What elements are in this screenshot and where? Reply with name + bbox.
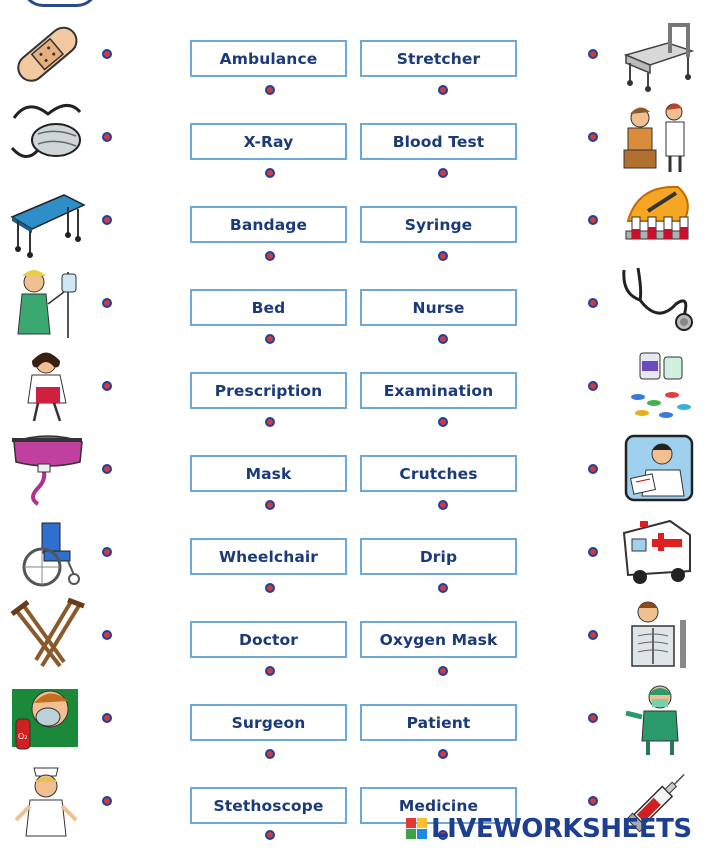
hospital-bed-picture [618, 15, 698, 93]
right-match-point[interactable] [588, 132, 598, 142]
matching-row [0, 98, 715, 181]
svg-text:O₂: O₂ [18, 732, 28, 741]
word-label: X-Ray [243, 132, 294, 151]
left-word-match-point[interactable] [265, 251, 275, 261]
wheelchair-picture [8, 513, 88, 591]
left-match-point[interactable] [102, 547, 112, 557]
word-label: Nurse [412, 298, 465, 317]
word-label: Syringe [404, 215, 473, 234]
left-match-point[interactable] [102, 630, 112, 640]
left-word-match-point[interactable] [265, 830, 275, 840]
liveworksheets-logo-icon [406, 818, 428, 840]
word-label: Stretcher [396, 49, 481, 68]
word-box-left[interactable] [190, 704, 347, 741]
right-word-match-point[interactable] [438, 251, 448, 261]
left-word-match-point[interactable] [265, 666, 275, 676]
word-label: Medicine [398, 796, 479, 815]
word-label: Stethoscope [213, 796, 324, 815]
left-match-point[interactable] [102, 215, 112, 225]
matching-row [0, 264, 715, 347]
right-match-point[interactable] [588, 381, 598, 391]
liveworksheets-logo [406, 813, 692, 845]
patient-oxygen-picture [8, 679, 88, 757]
xray-picture [618, 596, 698, 674]
bandage-picture [8, 15, 88, 93]
right-word-match-point[interactable] [438, 417, 448, 427]
matching-row [0, 596, 715, 679]
left-word-match-point[interactable] [265, 85, 275, 95]
word-label: Patient [406, 713, 471, 732]
word-label: Bed [251, 298, 286, 317]
matching-row [0, 15, 715, 98]
left-match-point[interactable] [102, 49, 112, 59]
right-word-match-point[interactable] [438, 168, 448, 178]
left-word-match-point[interactable] [265, 168, 275, 178]
right-match-point[interactable] [588, 796, 598, 806]
word-label: Ambulance [219, 49, 318, 68]
word-box-right[interactable] [360, 206, 517, 243]
word-box-right[interactable] [360, 704, 517, 741]
word-label: Crutches [399, 464, 478, 483]
word-box-right[interactable] [360, 123, 517, 160]
word-label: Oxygen Mask [379, 630, 498, 649]
word-box-right[interactable] [360, 455, 517, 492]
left-word-match-point[interactable] [265, 500, 275, 510]
word-box-left[interactable] [190, 787, 347, 824]
word-label: Blood Test [392, 132, 485, 151]
right-match-point[interactable] [588, 630, 598, 640]
left-word-match-point[interactable] [265, 334, 275, 344]
matching-row [0, 513, 715, 596]
doctor-examination-picture [618, 98, 698, 176]
ambulance-picture [618, 513, 698, 591]
patient-drip-picture [8, 264, 88, 342]
matching-row [0, 679, 715, 762]
crutches-picture [8, 596, 88, 674]
word-box-right[interactable] [360, 372, 517, 409]
blood-test-picture [618, 181, 698, 259]
stretcher-picture [8, 181, 88, 259]
matching-row [0, 347, 715, 430]
right-word-match-point[interactable] [438, 85, 448, 95]
word-box-right[interactable] [360, 621, 517, 658]
nurse-picture [8, 762, 88, 840]
top-image-fragment [22, 0, 98, 7]
word-box-left[interactable] [190, 455, 347, 492]
right-word-match-point[interactable] [438, 666, 448, 676]
word-label: Bandage [229, 215, 308, 234]
left-word-match-point[interactable] [265, 417, 275, 427]
word-box-left[interactable] [190, 372, 347, 409]
matching-row [0, 430, 715, 513]
right-match-point[interactable] [588, 298, 598, 308]
liveworksheets-wordmark: LIVEWORKSHEETS [431, 814, 692, 844]
right-match-point[interactable] [588, 713, 598, 723]
drip-bag-picture [8, 430, 88, 508]
right-match-point[interactable] [588, 215, 598, 225]
right-word-match-point[interactable] [438, 749, 448, 759]
word-box-left[interactable] [190, 40, 347, 77]
left-match-point[interactable] [102, 713, 112, 723]
word-box-left[interactable] [190, 123, 347, 160]
left-match-point[interactable] [102, 464, 112, 474]
stethoscope-picture [618, 264, 698, 342]
prescription-writing-picture [618, 430, 698, 508]
word-label: Wheelchair [218, 547, 319, 566]
word-label: Examination [383, 381, 494, 400]
medicine-bottles-picture [618, 347, 698, 425]
oxygen-mask-picture [8, 98, 88, 176]
word-box-left[interactable] [190, 621, 347, 658]
word-label: Surgeon [231, 713, 306, 732]
word-label: Mask [245, 464, 292, 483]
matching-row [0, 181, 715, 264]
word-box-right[interactable] [360, 538, 517, 575]
word-label: Drip [419, 547, 458, 566]
right-word-match-point[interactable] [438, 500, 448, 510]
right-match-point[interactable] [588, 49, 598, 59]
doctor-woman-picture [8, 347, 88, 425]
left-match-point[interactable] [102, 298, 112, 308]
word-box-left[interactable] [190, 538, 347, 575]
word-box-left[interactable] [190, 289, 347, 326]
left-word-match-point[interactable] [265, 583, 275, 593]
word-box-right[interactable] [360, 40, 517, 77]
right-match-point[interactable] [588, 547, 598, 557]
left-match-point[interactable] [102, 381, 112, 391]
surgeon-picture [618, 679, 698, 757]
word-label: Doctor [238, 630, 298, 649]
right-word-match-point[interactable] [438, 334, 448, 344]
word-box-right[interactable] [360, 289, 517, 326]
left-match-point[interactable] [102, 796, 112, 806]
right-word-match-point[interactable] [438, 583, 448, 593]
word-box-left[interactable] [190, 206, 347, 243]
left-word-match-point[interactable] [265, 749, 275, 759]
word-label: Prescription [214, 381, 323, 400]
left-match-point[interactable] [102, 132, 112, 142]
right-match-point[interactable] [588, 464, 598, 474]
